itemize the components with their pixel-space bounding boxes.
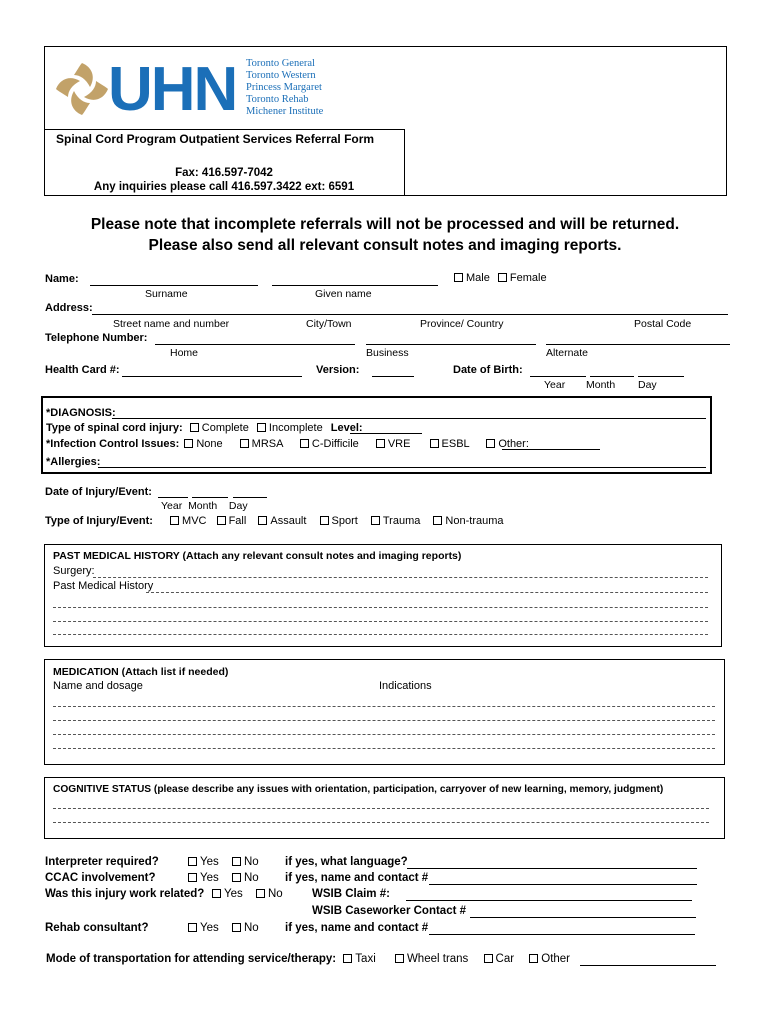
mrsa-checkbox[interactable]: [240, 439, 249, 448]
none-checkbox[interactable]: [184, 439, 193, 448]
infection-label: *Infection Control Issues: [46, 438, 176, 450]
female-label: Female: [509, 272, 547, 284]
no-label: No: [267, 888, 283, 900]
hospital-name: Toronto General: [246, 58, 315, 69]
mrsa-label: MRSA: [251, 438, 283, 450]
hospital-list: [246, 58, 323, 118]
injury-type-label: Type of spinal cord injury:: [46, 422, 183, 434]
assault-label: Assault: [270, 515, 307, 527]
dob-year-field[interactable]: [530, 376, 586, 377]
dob-month-caption: Month: [586, 379, 616, 391]
address-field[interactable]: [92, 314, 728, 315]
version-field[interactable]: [372, 376, 414, 377]
taxi-checkbox[interactable]: [343, 954, 352, 963]
pmh-line[interactable]: [53, 607, 708, 608]
injury-year-field[interactable]: [158, 497, 188, 498]
yes-label: Yes: [224, 888, 243, 900]
wheel-trans-checkbox[interactable]: [395, 954, 404, 963]
injury-type-event-label: Type of Injury/Event:: [45, 515, 153, 527]
medication-line[interactable]: [53, 748, 715, 749]
surname-caption: Surname: [145, 288, 188, 300]
ccac-yes-checkbox[interactable]: [188, 873, 197, 882]
infection-row: *Infection Control Issues: None MRSA C-Difficile VRE ESBL Other:: [46, 438, 529, 450]
injury-day-field[interactable]: [233, 497, 267, 498]
city-caption: City/Town: [306, 318, 352, 330]
medication-name-header: Name and dosage: [53, 680, 143, 692]
wheel-trans-label: Wheel trans: [406, 953, 469, 965]
medication-line[interactable]: [53, 734, 715, 735]
cognitive-line[interactable]: [53, 808, 709, 809]
complete-checkbox[interactable]: [190, 423, 199, 432]
wsib-claim-label: WSIB Claim #:: [312, 888, 390, 900]
fall-label: Fall: [228, 515, 247, 527]
medication-indications-header: Indications: [379, 680, 432, 692]
dob-label: Date of Birth:: [453, 364, 523, 376]
rehab-contact-label: if yes, name and contact #: [285, 922, 429, 934]
non-trauma-checkbox[interactable]: [433, 516, 442, 525]
medication-line[interactable]: [53, 706, 715, 707]
level-label: Level:: [330, 422, 363, 434]
no-label: No: [243, 872, 259, 884]
cognitive-line[interactable]: [53, 822, 709, 823]
pmh-line[interactable]: [53, 634, 708, 635]
health-card-label: Health Card #:: [45, 364, 120, 376]
postal-caption: Postal Code: [634, 318, 692, 330]
ccac-no-checkbox[interactable]: [232, 873, 241, 882]
male-checkbox[interactable]: [454, 273, 463, 282]
surgery-field[interactable]: [93, 577, 708, 578]
medical-history-title: PAST MEDICAL HISTORY (Attach any relevant consult notes and imaging reports): [53, 550, 462, 562]
injury-type-row: [46, 422, 363, 435]
male-label: Male: [466, 272, 490, 284]
given-name-caption: Given name: [315, 288, 372, 300]
dob-month-field[interactable]: [590, 376, 634, 377]
given-name-field[interactable]: [272, 285, 438, 286]
non-trauma-label: Non-trauma: [445, 515, 504, 527]
yes-label: Yes: [200, 922, 219, 934]
incomplete-label: Incomplete: [268, 422, 323, 434]
other-infection-field[interactable]: [502, 449, 600, 450]
interpreter-options: [188, 856, 259, 869]
medication-title: MEDICATION (Attach list if needed): [53, 666, 229, 678]
cdiff-label: C-Difficile: [311, 438, 359, 450]
dob-day-caption: Day: [638, 379, 657, 391]
diagnosis-box: [41, 396, 712, 474]
home-phone-field[interactable]: [155, 344, 355, 345]
sport-checkbox[interactable]: [320, 516, 329, 525]
province-caption: Province/ Country: [420, 318, 504, 330]
vre-label: VRE: [387, 438, 411, 450]
allergies-label: *Allergies:: [46, 456, 101, 468]
interpreter-label: Interpreter required?: [45, 856, 159, 868]
yes-label: Yes: [200, 856, 219, 868]
sport-label: Sport: [331, 515, 358, 527]
rehab-options: [188, 922, 259, 935]
health-card-field[interactable]: [122, 376, 302, 377]
ccac-contact-field[interactable]: [429, 884, 697, 885]
uhn-swirl-icon: [52, 59, 112, 119]
interpreter-no-checkbox[interactable]: [232, 857, 241, 866]
mvc-checkbox[interactable]: [170, 516, 179, 525]
medication-line[interactable]: [53, 720, 715, 721]
telephone-label: Telephone Number:: [45, 332, 148, 344]
work-yes-checkbox[interactable]: [212, 889, 221, 898]
incomplete-checkbox[interactable]: [257, 423, 266, 432]
business-caption: Business: [366, 347, 409, 359]
notice-line-2: Please also send all relevant consult notes and imaging reports.: [148, 237, 622, 254]
rehab-yes-checkbox[interactable]: [188, 923, 197, 932]
other-transport-field[interactable]: [580, 965, 716, 966]
header-divider-vertical: [404, 129, 405, 196]
header-divider-horizontal: [44, 129, 404, 130]
allergies-field[interactable]: [98, 467, 706, 468]
wsib-claim-field[interactable]: [406, 900, 692, 901]
car-label: Car: [495, 953, 515, 965]
sex-options: [454, 272, 547, 285]
assault-checkbox[interactable]: [258, 516, 267, 525]
surname-field[interactable]: [90, 285, 258, 286]
address-label: Address:: [45, 302, 93, 314]
name-label: Name:: [45, 273, 79, 285]
business-phone-field[interactable]: [366, 344, 536, 345]
pmh-line[interactable]: [53, 621, 708, 622]
dob-year-caption: Year: [544, 379, 566, 391]
none-label: None: [196, 438, 223, 450]
injury-month-caption: Month: [188, 500, 218, 512]
injury-date-captions: [161, 500, 248, 512]
fall-checkbox[interactable]: [217, 516, 226, 525]
esbl-checkbox[interactable]: [430, 439, 439, 448]
rehab-contact-field[interactable]: [429, 934, 695, 935]
trauma-checkbox[interactable]: [371, 516, 380, 525]
other-transport-label: Other: [541, 953, 571, 965]
vre-checkbox[interactable]: [376, 439, 385, 448]
hospital-name: Toronto Rehab: [246, 94, 309, 105]
no-label: No: [243, 856, 259, 868]
uhn-logo-text: UHN: [108, 55, 237, 124]
ccac-options: [188, 872, 259, 885]
street-caption: Street name and number: [113, 318, 230, 330]
complete-label: Complete: [201, 422, 249, 434]
rehab-no-checkbox[interactable]: [232, 923, 241, 932]
esbl-label: ESBL: [441, 438, 470, 450]
uhn-logo: [52, 56, 342, 122]
hospital-name: Michener Institute: [246, 106, 324, 117]
form-title: Spinal Cord Program Outpatient Services Referral Form: [56, 132, 375, 146]
injury-type-options: [45, 515, 504, 528]
diagnosis-field[interactable]: [112, 418, 706, 419]
interpreter-yes-checkbox[interactable]: [188, 857, 197, 866]
level-field[interactable]: [350, 433, 422, 434]
alternate-phone-field[interactable]: [546, 344, 730, 345]
other-infection-label: Other:: [498, 438, 529, 450]
pmh-field[interactable]: [146, 592, 708, 593]
alternate-caption: Alternate: [546, 347, 589, 359]
language-field[interactable]: [407, 868, 697, 869]
other-infection-checkbox[interactable]: [486, 439, 495, 448]
cdiff-checkbox[interactable]: [300, 439, 309, 448]
female-checkbox[interactable]: [498, 273, 507, 282]
ccac-contact-label: if yes, name and contact #: [285, 872, 429, 884]
hospital-name: Toronto Western: [246, 70, 316, 81]
trauma-label: Trauma: [382, 515, 421, 527]
work-no-checkbox[interactable]: [256, 889, 265, 898]
pmh-label: Past Medical History: [53, 580, 154, 592]
diagnosis-label: *DIAGNOSIS:: [46, 407, 116, 419]
transport-row: [46, 953, 570, 966]
yes-label: Yes: [200, 872, 219, 884]
notice-line-1: Please note that incomplete referrals will not be processed and will be returned.: [90, 216, 680, 233]
injury-year-caption: Year: [161, 500, 183, 512]
rehab-consultant-label: Rehab consultant?: [45, 922, 149, 934]
language-label: if yes, what language?: [285, 856, 408, 868]
work-related-options: [212, 888, 283, 901]
transport-label: Mode of transportation for attending service/therapy:: [46, 953, 337, 965]
work-related-label: Was this injury work related?: [45, 888, 205, 900]
fax-number: Fax: 416.597-7042: [175, 167, 273, 179]
other-transport-checkbox[interactable]: [529, 954, 538, 963]
injury-date-label: Date of Injury/Event:: [45, 486, 152, 498]
no-label: No: [243, 922, 259, 934]
injury-month-field[interactable]: [192, 497, 228, 498]
surgery-label: Surgery:: [53, 565, 95, 577]
dob-day-field[interactable]: [638, 376, 684, 377]
inquiries-phone: Any inquiries please call 416.597.3422 ext: 6591: [93, 181, 355, 193]
ccac-label: CCAC involvement?: [45, 872, 156, 884]
home-caption: Home: [170, 347, 199, 359]
car-checkbox[interactable]: [484, 954, 493, 963]
hospital-name: Princess Margaret: [246, 82, 322, 93]
wsib-caseworker-label: WSIB Caseworker Contact #: [312, 905, 467, 917]
injury-day-caption: Day: [228, 500, 248, 512]
wsib-caseworker-field[interactable]: [470, 917, 696, 918]
cognitive-title: COGNITIVE STATUS (please describe any issues with orientation, participation, carryover of new learning, memory, judgment): [53, 784, 664, 795]
mvc-label: MVC: [182, 515, 207, 527]
version-label: Version:: [316, 364, 360, 376]
taxi-label: Taxi: [355, 953, 376, 965]
